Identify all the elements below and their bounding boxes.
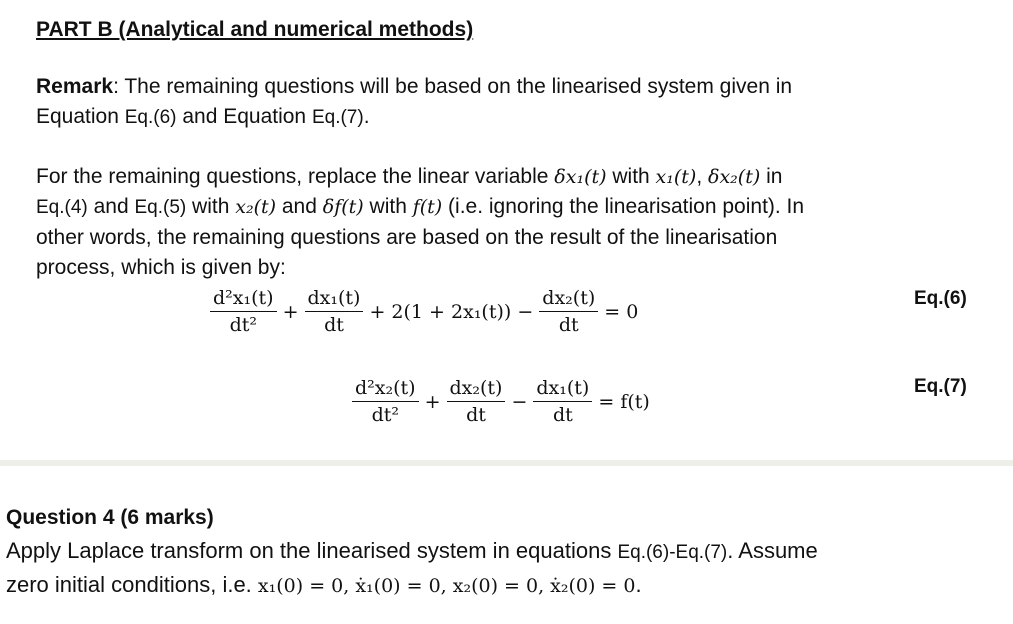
eq-ref-5: Eq.(5): [134, 197, 187, 218]
operator: +: [282, 300, 299, 323]
instr-text: ,: [696, 165, 709, 188]
equation-rhs: = 0: [604, 300, 639, 323]
expression: + 2(1 + 2x₁(t)) −: [369, 300, 534, 323]
fraction: [539, 287, 598, 336]
instr-text: with: [606, 165, 656, 188]
denominator: dt: [558, 314, 579, 336]
equation-6-label: Eq.(6): [914, 288, 967, 309]
question-text: zero initial conditions, i.e.: [6, 572, 258, 597]
fraction: [352, 377, 419, 426]
instructions-line-1: [36, 162, 804, 192]
eq-ref-6: Eq.(6): [124, 107, 177, 128]
instructions-line-3: other words, the remaining questions are based on the result of the linearisation: [36, 226, 778, 249]
question-title: Question 4 (6 marks): [6, 506, 214, 529]
math-var: x₂(t): [235, 196, 277, 218]
denominator: dt: [466, 404, 486, 426]
instr-text: in: [760, 165, 783, 188]
remark-line-1: [36, 72, 792, 102]
math-var: δx₁(t): [554, 166, 607, 188]
operator: +: [424, 390, 441, 413]
initial-conditions: x₁(0) = 0, ẋ₁(0) = 0, x₂(0) = 0, ẋ₂(0) = 0: [257, 575, 636, 597]
equation-7: [350, 377, 654, 426]
remark-line-2: [36, 102, 792, 133]
question-line-2: [6, 569, 818, 602]
instr-text: and: [87, 195, 135, 218]
denominator: dt: [552, 404, 573, 426]
instr-text: and: [276, 195, 323, 218]
operator: −: [511, 390, 528, 413]
denominator: dt: [324, 314, 344, 336]
instr-text: with: [363, 195, 413, 218]
remark-and: and Equation: [176, 105, 312, 128]
remark-text: : The remaining questions will be based on the linearised system given in: [113, 75, 793, 98]
question-text: .: [635, 572, 642, 597]
remark-text-2: Equation: [36, 105, 125, 128]
equation-6: [208, 287, 642, 336]
math-var: δf(t): [322, 196, 364, 218]
question-text: . Assume: [727, 538, 818, 563]
equation-rhs: = f(t): [598, 390, 650, 413]
numerator: dx₁(t): [305, 287, 364, 312]
denominator: dt²: [371, 404, 399, 426]
numerator: d²x₂(t): [352, 377, 419, 402]
question-line-1: [6, 535, 818, 569]
numerator: dx₂(t): [539, 287, 598, 312]
question-text: Apply Laplace transform on the linearised system in equations: [6, 538, 618, 563]
instr-text: with: [186, 195, 236, 218]
denominator: dt²: [229, 314, 257, 336]
numerator: d²x₁(t): [210, 287, 277, 312]
eq-ref-range: Eq.(6)-Eq.(7): [617, 542, 728, 563]
equation-7-label: Eq.(7): [914, 376, 967, 397]
section-divider: [0, 460, 1013, 466]
fraction: [210, 287, 277, 336]
eq-ref-4: Eq.(4): [36, 197, 88, 218]
math-var: x₁(t): [655, 166, 697, 188]
fraction: [305, 287, 364, 336]
remark-label: Remark: [36, 75, 114, 98]
question-body: [6, 535, 818, 602]
part-title: PART B (Analytical and numerical methods): [36, 18, 474, 41]
instructions-line-4: process, which is given by:: [36, 256, 286, 279]
instructions-paragraph: [36, 162, 804, 283]
instructions-line-2: [36, 192, 804, 223]
math-var: f(t): [412, 196, 443, 218]
eq-ref-7: Eq.(7): [311, 107, 364, 128]
fraction: [533, 377, 592, 426]
remark-period: .: [363, 105, 370, 128]
math-var: δx₂(t): [708, 166, 761, 188]
instr-text: For the remaining questions, replace the linear variable: [36, 165, 555, 188]
instr-text: (i.e. ignoring the linearisation point). In: [442, 195, 805, 218]
numerator: dx₁(t): [533, 377, 592, 402]
fraction: [447, 377, 506, 426]
remark-paragraph: [36, 72, 792, 133]
numerator: dx₂(t): [447, 377, 506, 402]
